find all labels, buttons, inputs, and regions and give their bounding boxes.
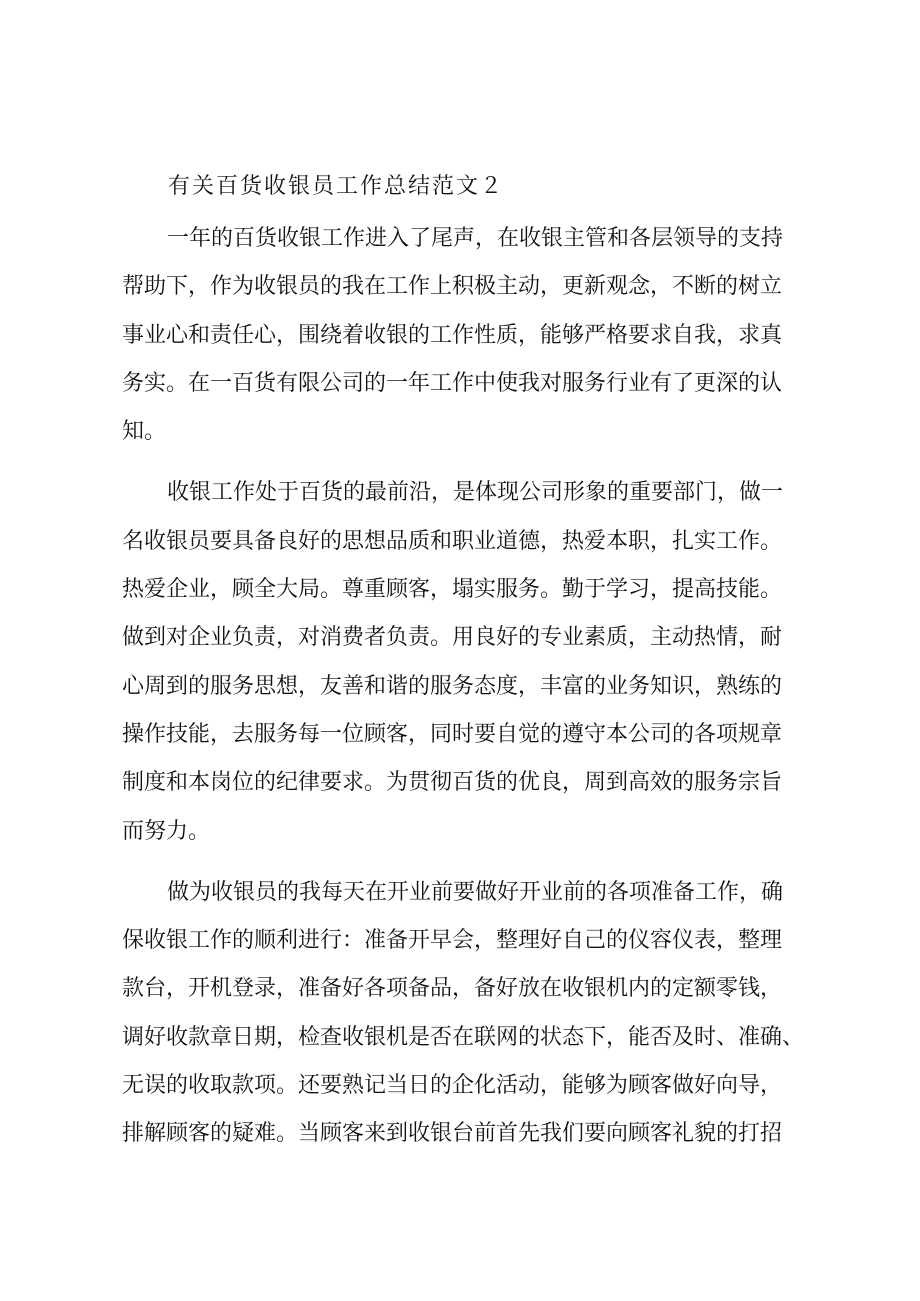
text-line: 收银工作处于百货的最前沿，是体现公司形象的重要部门，做一 <box>167 480 784 506</box>
text-line: 心周到的服务思想，友善和谐的服务态度，丰富的业务知识，熟练的 <box>122 673 783 699</box>
text-line: 名收银员要具备良好的思想品质和职业道德，热爱本职，扎实工作。 <box>122 528 783 554</box>
paragraph-1 <box>122 215 842 456</box>
text-line: 热爱企业，顾全大局。尊重顾客，塌实服务。勤于学习，提高技能。 <box>122 577 783 603</box>
text-line: 而努力。 <box>122 818 211 844</box>
paragraph-3 <box>122 869 842 1159</box>
text-line: 无误的收取款项。还要熟记当日的企化活动，能够为顾客做好向导， <box>122 1073 783 1099</box>
text-line: 事业心和责任心，围绕着收银的工作性质，能够严格要求自我，求真 <box>122 322 783 348</box>
text-line: 制度和本岗位的纪律要求。为贯彻百货的优良，周到高效的服务宗旨 <box>122 770 783 796</box>
text-line: 排解顾客的疑难。当顾客来到收银台前首先我们要向顾客礼貌的打招 <box>122 1121 783 1147</box>
text-line: 务实。在一百货有限公司的一年工作中使我对服务行业有了更深的认 <box>122 370 783 396</box>
text-line: 一年的百货收银工作进入了尾声，在收银主管和各层领导的支持 <box>167 226 784 251</box>
text-line: 操作技能，去服务每一位顾客，同时要自觉的遵守本公司的各项规章 <box>122 721 783 747</box>
text-line: 调好收款章日期，检查收银机是否在联网的状态下，能否及时、准确、 <box>122 1024 805 1050</box>
text-line: 做为收银员的我每天在开业前要做好开业前的各项准备工作，确 <box>167 879 784 905</box>
text-line: 知。 <box>122 419 167 445</box>
text-line: 帮助下，作为收银员的我在工作上积极主动，更新观念，不断的树立 <box>122 274 783 300</box>
document-title: 有关百货收银员工作总结范文２ <box>168 174 505 199</box>
text-line: 保收银工作的顺利进行：准备开早会，整理好自己的仪容仪表，整理 <box>122 928 783 954</box>
document-body <box>122 215 842 1172</box>
text-line: 款台，开机登录，准备好各项备品，备好放在收银机内的定额零钱， <box>122 976 783 1002</box>
text-line: 做到对企业负责，对消费者负责。用良好的专业素质，主动热情，耐 <box>122 625 783 651</box>
paragraph-2 <box>122 469 842 855</box>
